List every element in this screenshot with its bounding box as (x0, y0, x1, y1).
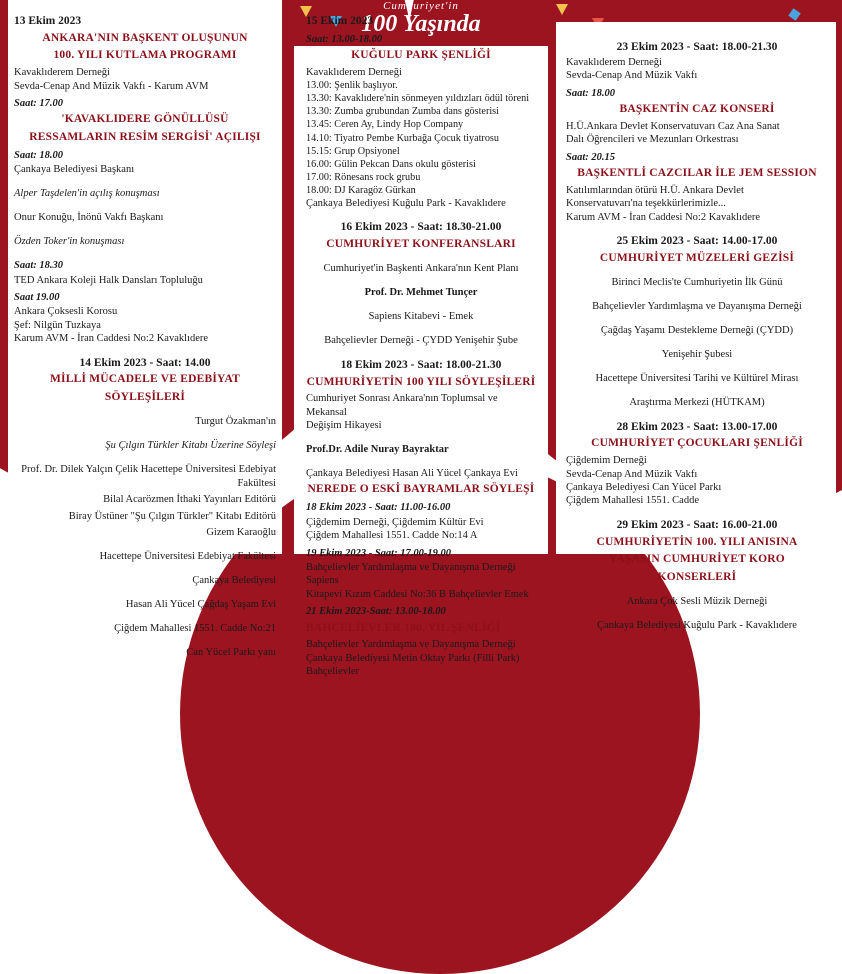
left-detail: Turgut Özakman'ın (195, 416, 276, 428)
right-time: Saat: 18.00 (566, 87, 616, 99)
left-detail: Karum AVM - İran Caddesi No:2 Kavaklıdere (14, 333, 209, 345)
mid-program-item: 13.45: Ceren Ay, Lindy Hop Company (306, 119, 464, 131)
right-detail: Ankara Çok Sesli Müzik Derneği (626, 596, 768, 608)
left-detail: Çiğdem Mahallesi 1551. Cadde No:21 (114, 622, 276, 634)
left-date: 13 Ekim 2023 (14, 15, 82, 27)
left-detail: Can Yücel Parkı yanı (186, 646, 276, 658)
mid-detail: Çiğdemim Derneği, Çiğdemim Kültür Evi (306, 516, 484, 528)
left-detail: Kavaklıderem Derneği (14, 67, 110, 79)
left-bullet-item (14, 463, 276, 490)
mid-program-item: 14.10: Tiyatro Pembe Kurbağa Çocuk tiyatrosu (306, 132, 499, 144)
right-detail: H.Ü.Ankara Devlet Konservatuvarı Caz Ana Sanat (566, 120, 780, 132)
column-middle (292, 0, 550, 678)
left-event-title: ANKARA'NIN BAŞKENT OLUŞUNUN (42, 31, 248, 44)
left-event-title: SÖYLEŞİLERİ (104, 391, 186, 404)
mid-program-item: 13.30: Zumba grubundan Zumba dans gösterisi (306, 106, 499, 118)
left-detail: Şu Çılgın Türkler Kitabı Üzerine Söyleşi (105, 440, 276, 452)
left-detail: Özden Toker'in konuşması (14, 236, 125, 248)
mid-event-title: CUMHURİYETİN 100 YILI SÖYLEŞİLERİ (306, 375, 536, 388)
mid-speaker: Prof. Dr. Mehmet Tunçer (364, 287, 478, 299)
right-detail: Dalı Öğrencileri ve Mezunları Orkestrası (566, 134, 739, 146)
right-event-title: CUMHURİYETİN 100. YILI ANISINA (596, 535, 798, 548)
right-detail: Bahçelievler Yardımlaşma ve Dayanışma Derneği (592, 300, 802, 312)
mid-event-title: NEREDE O ESKİ BAYRAMLAR SÖYLEŞİ (307, 483, 535, 496)
left-time: Saat: 18.30 (14, 260, 64, 272)
right-event-title: BAŞKENTLİ CAZCILAR İLE JEM SESSION (577, 167, 817, 180)
mid-detail: Değişim Hikayesi (306, 420, 382, 432)
right-event-title: CUMHURİYET MÜZELERİ GEZİSİ (599, 251, 795, 264)
left-event-title: 100. YILI KUTLAMA PROGRAMI (53, 49, 237, 62)
mid-detail: Cumhuriyet'in Başkenti Ankara'nın Kent Planı (323, 263, 519, 275)
left-detail: Çankaya Belediyesi (192, 574, 276, 586)
right-event-title: YAŞASIN CUMHURİYET KORO (609, 553, 785, 566)
left-bullet-text: Gizem Karaoğlu (206, 527, 276, 538)
mid-detail: Bahçelievler (306, 666, 360, 678)
mid-detail: Sapiens Kitabevi - Emek (368, 310, 474, 322)
left-detail: Çankaya Belediyesi Başkanı (14, 164, 135, 176)
right-event-title: KONSERLERİ (657, 571, 737, 583)
right-detail: Birinci Meclis'te Cumhuriyetin İlk Günü (611, 277, 783, 289)
right-detail: Çağdaş Yaşamı Destekleme Derneği (ÇYDD) (600, 324, 794, 336)
left-detail: Sevda-Cenap And Müzik Vakfı - Karum AVM (14, 80, 209, 92)
mid-time: Saat: 13.00-18.00 (306, 33, 383, 45)
mid-program-item: 16.00: Gülin Pekcan Dans okulu gösterisi (306, 158, 476, 170)
right-detail: Sevda-Cenap And Müzik Vakfı (566, 468, 698, 480)
right-detail: Hacettepe Üniversitesi Tarihi ve Kültürel Mirası (595, 372, 799, 384)
right-detail: Kavaklıderem Derneği (566, 56, 662, 68)
left-detail: Onur Konuğu, İnönü Vakfı Başkanı (14, 212, 164, 224)
left-time: Saat 19.00 (14, 291, 60, 303)
mid-detail: Bahçelievler Yardımlaşma ve Dayanışma Derneği (306, 639, 516, 651)
left-time: Saat: 17.00 (14, 98, 64, 110)
left-detail: Hasan Ali Yücel Çağdaş Yaşam Evi (125, 598, 276, 610)
left-bullet-item (14, 493, 276, 506)
mid-time: 18 Ekim 2023 - Saat: 11.00-16.00 (306, 502, 451, 514)
right-date: 25 Ekim 2023 - Saat: 14.00-17.00 (616, 235, 778, 248)
left-date: 14 Ekim 2023 - Saat: 14.00 (79, 356, 211, 369)
left-bullet-text: Biray Üstüner "Şu Çılgın Türkler" Kitabı Editörü (68, 510, 276, 522)
mid-time: 19 Ekim 2023 - Saat: 17.00-19.00 (306, 547, 451, 559)
left-detail: TED Ankara Koleji Halk Dansları Topluluğu (14, 274, 203, 286)
right-detail: Çankaya Belediyesi Can Yücel Parkı (566, 481, 722, 493)
right-date: 23 Ekim 2023 - Saat: 18.00-21.30 (616, 41, 778, 53)
mid-speaker: Prof.Dr. Adile Nuray Bayraktar (306, 444, 449, 456)
mid-event-title: CUMHURİYET KONFERANSLARI (326, 237, 516, 250)
left-detail: Şef: Nilgün Tuzkaya (14, 319, 101, 331)
mid-detail: Çankaya Belediyesi Hasan Ali Yücel Çankaya Evi (306, 468, 518, 480)
mid-event-title: BAHÇELİEVLER 100. YIL ŞENLİĞİ (306, 621, 501, 634)
logo-line-1: Cumhuriyet'in (383, 0, 459, 12)
mid-detail: Bahçelievler Yardımlaşma ve Dayanışma Derneği Sapiens (306, 561, 516, 587)
right-detail: Karum AVM - İran Caddesi No:2 Kavaklıdere (566, 211, 761, 223)
column-left (0, 0, 290, 658)
mid-event-title: KUĞULU PARK ŞENLİĞİ (351, 49, 491, 62)
mid-date: 15 Ekim 2023 (306, 15, 374, 27)
mid-detail: Çankaya Belediyesi Metin Oktay Parkı (Filli Park) (306, 652, 520, 664)
left-event-title: MİLLİ MÜCADELE VE EDEBİYAT (50, 373, 240, 386)
right-date: 28 Ekim 2023 - Saat: 13.00-17.00 (616, 420, 778, 433)
left-detail: Hacettepe Üniversitesi Edebiyat Fakültesi (99, 550, 276, 562)
left-detail: Alper Taşdelen'in açılış konuşması (14, 188, 160, 200)
right-detail: Çiğdem Mahallesi 1551. Cadde (566, 495, 699, 507)
mid-date: 16 Ekim 2023 - Saat: 18.30-21.00 (340, 221, 502, 234)
mid-program-item: 15.15: Grup Opsiyonel (306, 145, 400, 157)
right-detail: Katılımlarından ötürü H.Ü. Ankara Devlet (566, 184, 744, 196)
left-event-title: 'KAVAKLIDERE GÖNÜLLÜSÜ (61, 113, 229, 126)
column-right (552, 0, 842, 632)
right-detail: Araştırma Merkezi (HÜTKAM) (629, 396, 765, 408)
mid-program-item: 18.00: DJ Karagöz Gürkan (306, 184, 416, 196)
logo-line-2: 100 Yaşında (361, 11, 481, 37)
right-detail: Çankaya Belediyesi Kuğulu Park - Kavaklıdere (597, 620, 797, 632)
right-event-title: BAŞKENTİN CAZ KONSERİ (619, 103, 775, 116)
mid-time: 21 Ekim 2023-Saat: 13.00-18.00 (306, 606, 446, 618)
right-date: 29 Ekim 2023 - Saat: 16.00-21.00 (616, 518, 778, 531)
left-bullet-item (14, 526, 276, 539)
right-detail: Konservatuvarı'na teşekkürlerimizle... (566, 198, 726, 210)
mid-detail: Bahçelievler Derneği - ÇYDD Yenişehir Şube (324, 334, 518, 346)
mid-detail: Kitapevi Kızım Caddesi No:36 B Bahçelievler Emek (306, 588, 529, 600)
mid-detail: Çiğdem Mahallesi 1551. Cadde No:14 A (306, 530, 478, 542)
left-bullet-item (14, 510, 276, 523)
right-event-title: CUMHURİYET ÇOCUKLARI ŞENLİĞİ (591, 437, 803, 450)
mid-detail: Çankaya Belediyesi Kuğulu Park - Kavaklıdere (306, 197, 506, 209)
mid-program-item: 13.30: Kavaklıdere'nin sönmeyen yıldızları ödül töreni (306, 93, 530, 105)
left-bullet-text: Prof. Dr. Dilek Yalçın Çelik Hacettepe Üniversitesi Edebiyat Fakültesi (21, 464, 276, 489)
right-detail: Sevda-Cenap And Müzik Vakfı (566, 70, 698, 82)
mid-detail: Kavaklıderem Derneği (306, 66, 402, 78)
mid-program-item: 17.00: Rönesans rock grubu (306, 171, 421, 183)
right-time: Saat: 20.15 (566, 151, 616, 163)
left-bullet-text: Bilal Acarözmen İthaki Yayınları Editörü (103, 494, 276, 506)
left-event-title: RESSAMLARIN RESİM SERGİSİ' AÇILIŞI (29, 131, 261, 144)
mid-date: 18 Ekim 2023 - Saat: 18.00-21.30 (340, 358, 502, 371)
left-detail: Ankara Çoksesli Korosu (14, 306, 118, 318)
right-detail: Çiğdemim Derneği (566, 455, 647, 467)
mid-program-item: 13.00: Şenlik başlıyor. (306, 80, 398, 92)
right-detail: Yenişehir Şubesi (661, 348, 733, 360)
mid-detail: Cumhuriyet Sonrası Ankara'nın Toplumsal ve Mekansal (306, 393, 498, 418)
left-time: Saat: 18.00 (14, 149, 64, 161)
